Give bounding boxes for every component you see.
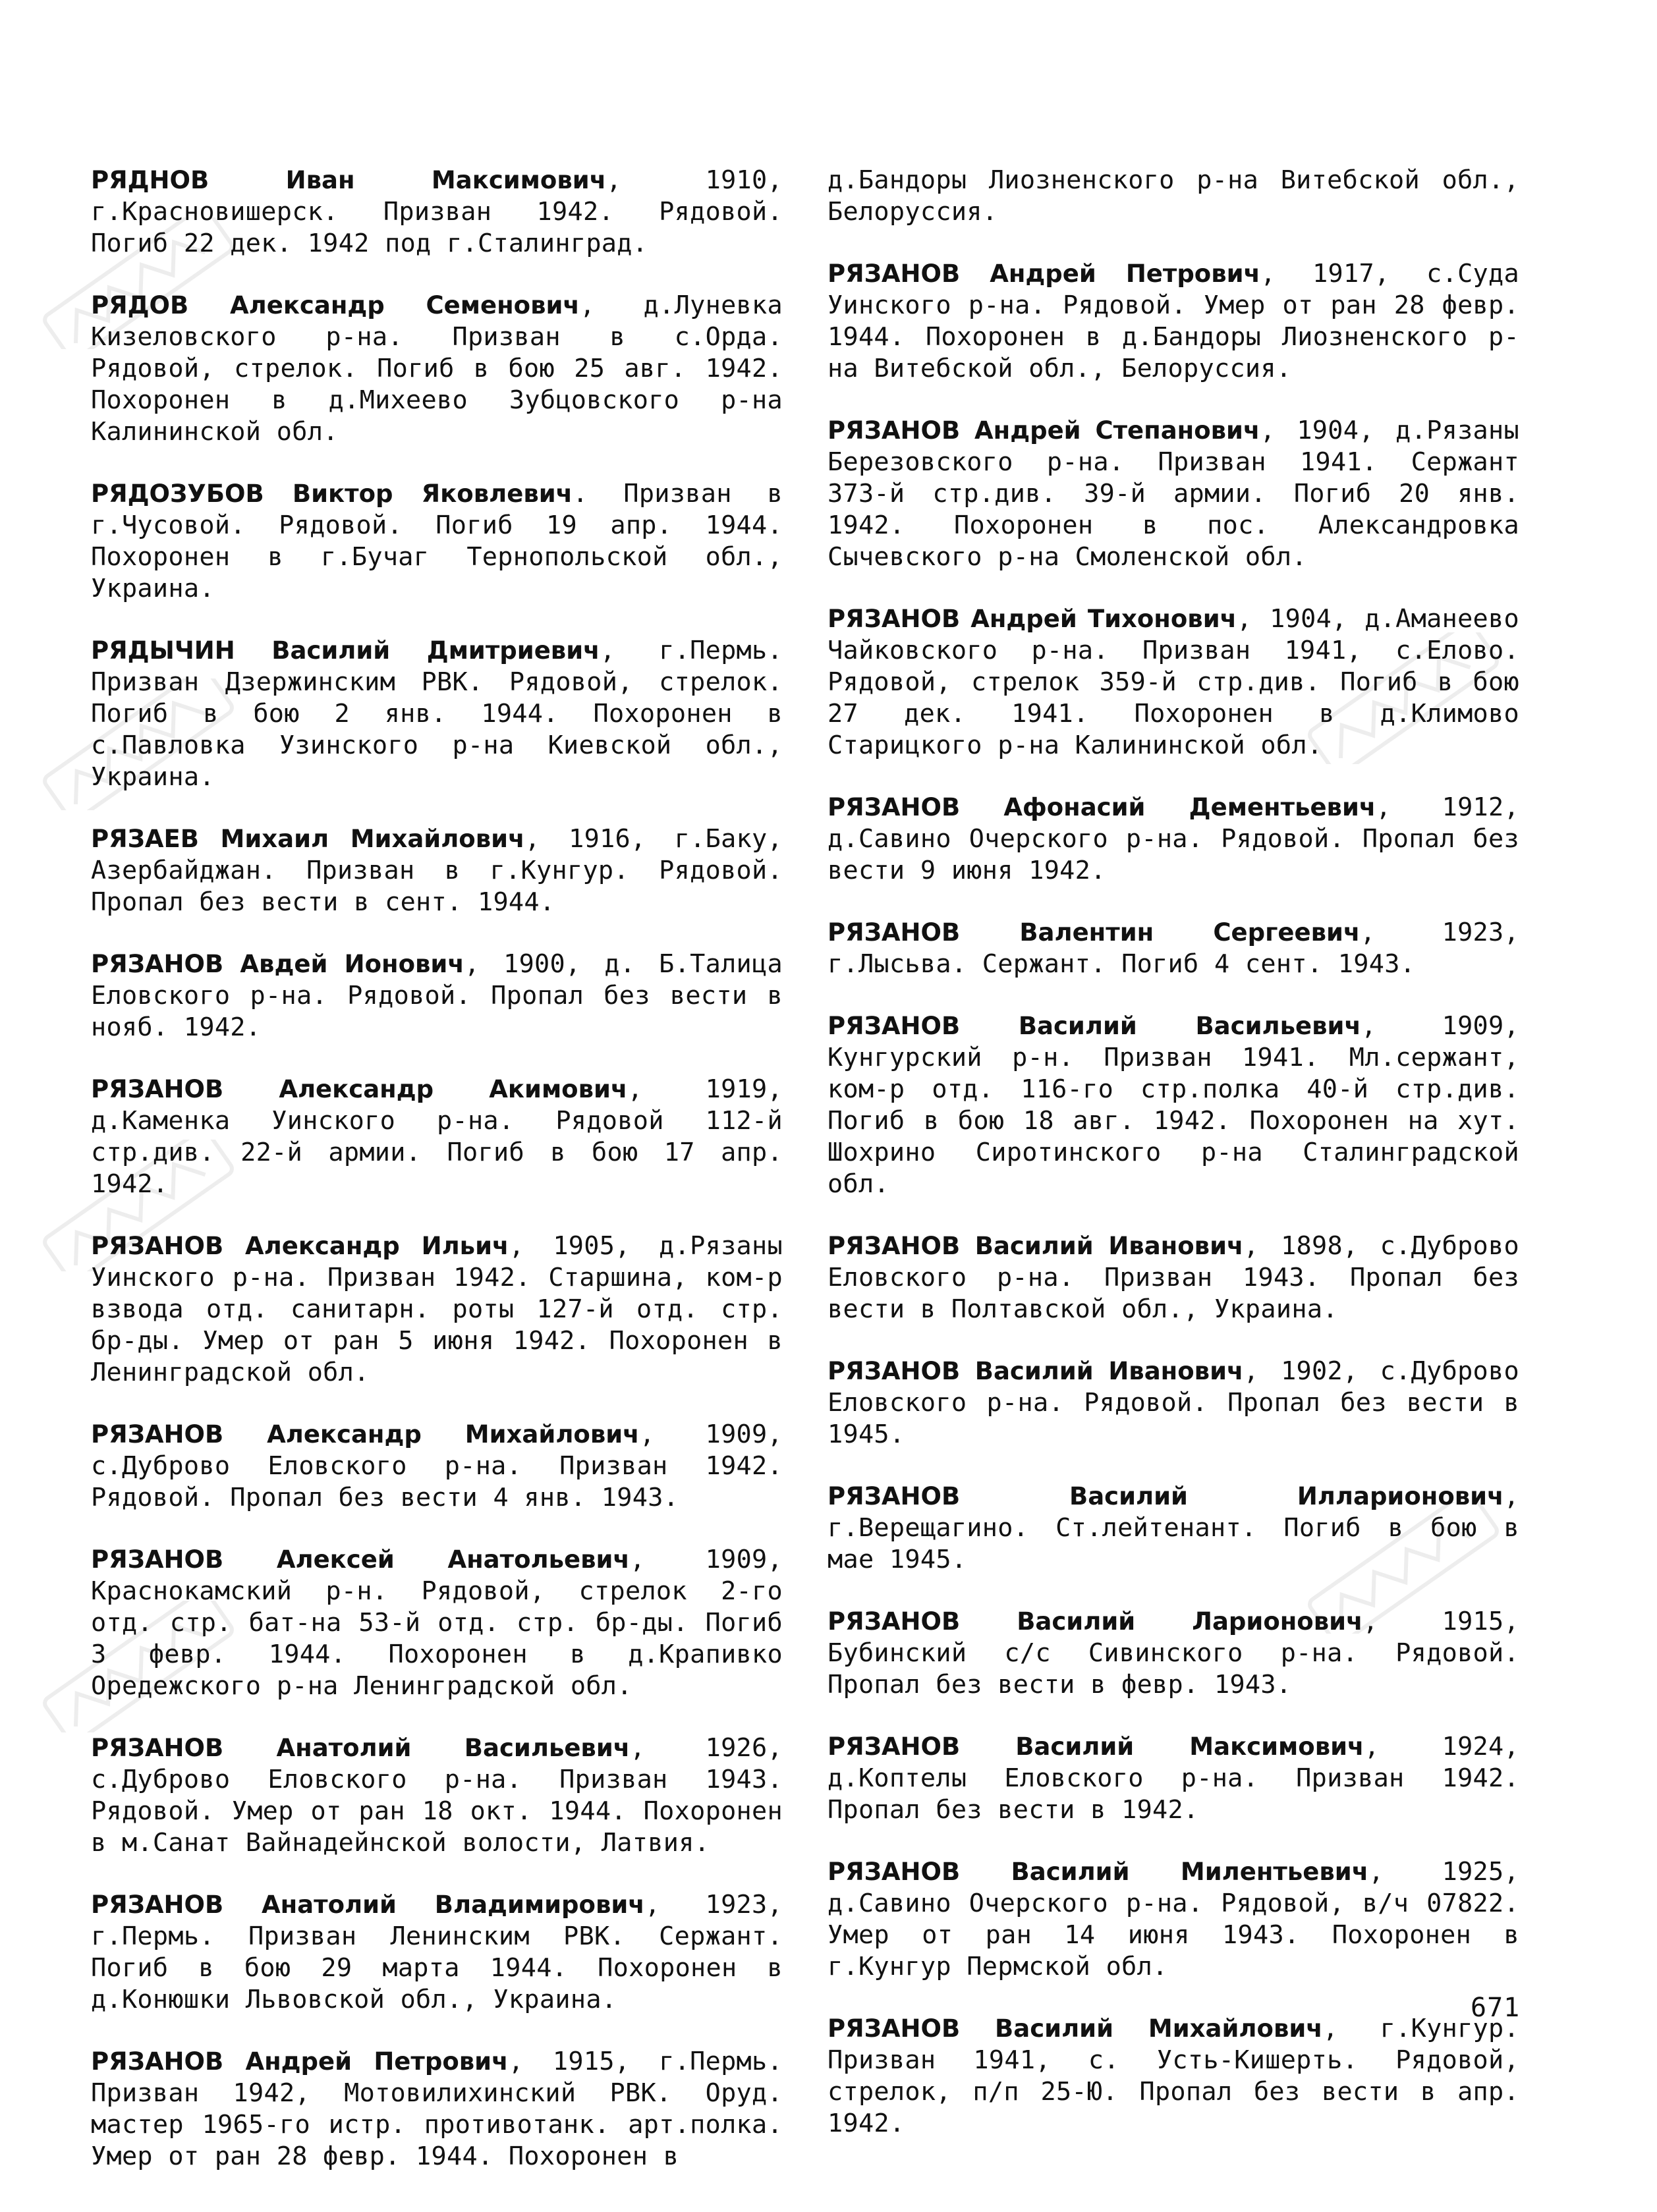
list-item	[91, 290, 783, 448]
entry-name: РЯЗАНОВ Андрей Тихонович	[828, 605, 1237, 633]
page-number: 671	[1471, 1993, 1521, 2023]
list-item	[91, 478, 783, 605]
list-item	[828, 258, 1519, 385]
entry-name: РЯЗАНОВ Андрей Петрович	[828, 260, 1260, 288]
list-item	[828, 603, 1519, 761]
entry-name: РЯЗАНОВ Александр Акимович	[91, 1075, 628, 1103]
list-item	[91, 949, 783, 1043]
entry-name: РЯДНОВ Иван Максимович	[91, 166, 607, 194]
list-item	[828, 1606, 1519, 1701]
left-column	[91, 165, 783, 2203]
entry-name: РЯДОВ Александр Семенович	[91, 291, 580, 319]
entry-name: РЯЗАНОВ Василий Максимович	[828, 1732, 1364, 1761]
list-item	[828, 1481, 1519, 1576]
entry-text: , 1924, д.Коптелы Еловского р-на. Призван 1942. Пропал без вести в 1942.	[828, 1732, 1519, 1825]
entry-continuation: д.Бандоры Лиозненского р-на Витебской обл., Белоруссия.	[828, 165, 1519, 227]
entry-text: , 1902, с.Дуброво Еловского р-на. Рядовой. Пропал без вести в 1945.	[828, 1356, 1519, 1449]
entry-text: , 1919, д.Каменка Уинского р-на. Рядовой 112-й стр.див. 22-й армии. Погиб в бою 17 апр. 1942.	[91, 1074, 783, 1199]
entry-text: , 1909, Краснокамский р-н. Рядовой, стрелок 2-го отд. стр. бат-на 53-й отд. стр. бр-ды. Погиб 3 февр. 1944. Похоронен в д.Крапивко Оредежского р-на Ленинградской обл.	[91, 1545, 783, 1701]
list-item	[91, 1230, 783, 1389]
list-item	[91, 1732, 783, 1859]
entry-text: , 1926, с.Дуброво Еловского р-на. Призван 1943. Рядовой. Умер от ран 18 окт. 1944. Похоронен в м.Санат Вайнадейнской волости, Латвия.	[91, 1733, 783, 1858]
entry-name: РЯЗАНОВ Анатолий Владимирович	[91, 1891, 645, 1919]
entry-text: , 1923, г.Лысьва. Сержант. Погиб 4 сент. 1943.	[828, 918, 1519, 979]
list-item	[91, 1074, 783, 1200]
entry-text: , 1909, Кунгурский р-н. Призван 1941. Мл.сержант, ком-р отд. 116-го стр.полка 40-й стр.див. Погиб в бою 18 авг. 1942. Похоронен на хут. Шохрино Сиротинского р-на Сталинградской обл.	[828, 1011, 1519, 1199]
list-item	[828, 917, 1519, 980]
list-item	[828, 1856, 1519, 1983]
entry-text: , 1904, д.Аманеево Чайковского р-на. Призван 1941, с.Елово. Рядовой, стрелок 359-й стр.див. Погиб в бою 27 дек. 1941. Похоронен в д.Климово Старицкого р-на Калининской обл.	[828, 604, 1519, 760]
entry-name: РЯЗАНОВ Василий Михайлович	[828, 2014, 1323, 2043]
entry-name: РЯЗАНОВ Андрей Петрович	[91, 2047, 509, 2076]
entry-text: , г.Пермь. Призван Дзержинским РВК. Рядовой, стрелок. Погиб в бою 2 янв. 1944. Похоронен в с.Павловка Узинского р-на Киевской обл., Украина.	[91, 636, 783, 792]
entry-name: РЯЗАНОВ Василий Иванович	[828, 1357, 1244, 1385]
list-item	[91, 823, 783, 918]
list-item	[828, 415, 1519, 573]
entry-text: , 1915, г.Пермь. Призван 1942, Мотовилихинский РВК. Оруд. мастер 1965-го истр. противотанк. арт.полка. Умер от ран 28 февр. 1944. Похоронен в	[91, 2047, 783, 2171]
entry-text: , 1917, с.Суда Уинского р-на. Рядовой. Умер от ран 28 февр. 1944. Похоронен в д.Бандоры Лиозненского р-на Витебской обл., Белоруссия.	[828, 259, 1519, 383]
entry-name: РЯЗАНОВ Василий Ларионович	[828, 1607, 1363, 1636]
entry-name: РЯЗАЕВ Михаил Михайлович	[91, 825, 525, 853]
list-item	[91, 165, 783, 260]
entry-name: РЯЗАНОВ Анатолий Васильевич	[91, 1734, 631, 1762]
entry-name: РЯЗАНОВ Василий Иванович	[828, 1232, 1244, 1260]
entry-text: , 1910, г.Красновишерск. Призван 1942. Рядовой. Погиб 22 дек. 1942 под г.Сталинград.	[91, 165, 783, 258]
entry-text: , 1916, г.Баку, Азербайджан. Призван в г.Кунгур. Рядовой. Пропал без вести в сент. 1944.	[91, 824, 783, 917]
entry-text: , 1898, с.Дуброво Еловского р-на. Призван 1943. Пропал без вести в Полтавской обл., Украина.	[828, 1231, 1519, 1324]
entry-name: РЯЗАНОВ Алексей Анатольевич	[91, 1545, 630, 1574]
entry-name: РЯЗАНОВ Василий Илларионович	[828, 1482, 1504, 1510]
entry-text: , 1923, г.Пермь. Призван Ленинским РВК. Сержант. Погиб в бою 29 марта 1944. Похоронен в д.Конюшки Львовской обл., Украина.	[91, 1890, 783, 2014]
list-item	[828, 1356, 1519, 1451]
entry-text: , 1905, д.Рязаны Уинского р-на. Призван 1942. Старшина, ком-р взвода отд. санитарн. роты 127-й отд. стр. бр-ды. Умер от ран 5 июня 1942. Похоронен в Ленинградской обл.	[91, 1231, 783, 1387]
entry-name: РЯЗАНОВ Александр Михайлович	[91, 1420, 640, 1449]
list-item	[91, 1419, 783, 1514]
list-item	[828, 1010, 1519, 1200]
entry-text: , 1912, д.Савино Очерского р-на. Рядовой. Пропал без вести 9 июня 1942.	[828, 792, 1519, 885]
entry-name: РЯЗАНОВ Авдей Ионович	[91, 950, 464, 978]
list-item	[828, 792, 1519, 887]
entry-text: , 1909, с.Дуброво Еловского р-на. Призван 1942. Рядовой. Пропал без вести 4 янв. 1943.	[91, 1420, 783, 1512]
entry-name: РЯДОЗУБОВ Виктор Яковлевич	[91, 480, 573, 508]
entry-text: , д.Луневка Кизеловского р-на. Призван в с.Орда. Рядовой, стрелок. Погиб в бою 25 авг. 1942. Похоронен в д.Михеево Зубцовского р-на Калининской обл.	[91, 290, 783, 447]
right-column	[828, 165, 1519, 2170]
entry-text: , 1900, д. Б.Талица Еловского р-на. Рядовой. Пропал без вести в нояб. 1942.	[91, 949, 783, 1042]
list-item	[828, 1230, 1519, 1325]
list-item	[91, 635, 783, 793]
entry-name: РЯЗАНОВ Андрей Степанович	[828, 416, 1260, 445]
entry-text: , 1925, д.Савино Очерского р-на. Рядовой, в/ч 07822. Умер от ран 14 июня 1943. Похоронен в г.Кунгур Пермской обл.	[828, 1857, 1519, 1981]
list-item	[91, 1544, 783, 1702]
entry-name: РЯЗАНОВ Александр Ильич	[91, 1232, 509, 1260]
entry-text: , г.Верещагино. Ст.лейтенант. Погиб в бою в мае 1945.	[828, 1481, 1519, 1574]
entry-name: РЯЗАНОВ Василий Милентьевич	[828, 1858, 1369, 1886]
entry-name: РЯЗАНОВ Василий Васильевич	[828, 1012, 1361, 1040]
list-item	[828, 2013, 1519, 2140]
list-item	[91, 1889, 783, 2016]
entry-name: РЯЗАНОВ Афонасий Дементьевич	[828, 793, 1376, 821]
list-item	[828, 1731, 1519, 1826]
entry-name: РЯЗАНОВ Валентин Сергеевич	[828, 918, 1361, 947]
entry-name: РЯДЫЧИН Василий Дмитриевич	[91, 636, 600, 665]
list-item	[91, 2046, 783, 2172]
entry-text: , 1915, Бубинский с/с Сивинского р-на. Рядовой. Пропал без вести в февр. 1943.	[828, 1607, 1519, 1700]
entry-text: . Призван в г.Чусовой. Рядовой. Погиб 19 апр. 1944. Похоронен в г.Бучаг Тернопольской обл., Украина.	[91, 479, 783, 603]
entry-text: , г.Кунгур. Призван 1941, с. Усть-Кишерть. Рядовой, стрелок, п/п 25-Ю. Пропал без вести в апр. 1942.	[828, 2014, 1519, 2138]
entry-text: , 1904, д.Рязаны Березовского р-на. Призван 1941. Сержант 373-й стр.див. 39-й армии. Погиб 20 янв. 1942. Похоронен в пос. Александровка Сычевского р-на Смоленской обл.	[828, 416, 1519, 572]
